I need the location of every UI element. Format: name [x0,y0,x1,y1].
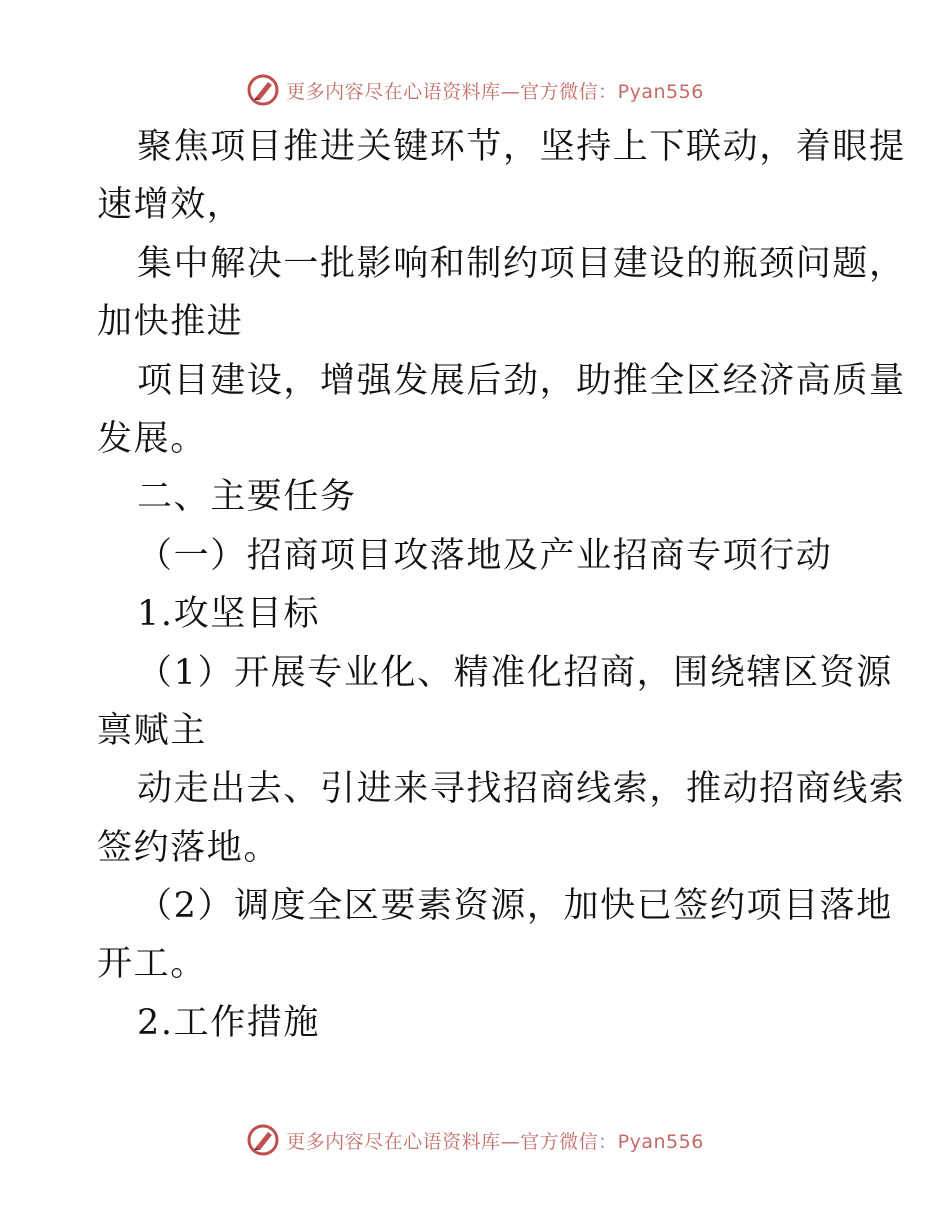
paragraph-line: 签约落地。 [97,827,281,868]
paragraph-line: 开工。 [97,944,207,985]
paragraph-line: （2）调度全区要素资源，加快已签约项目落地 [137,886,893,927]
paragraph-line: （1）开展专业化、精准化招商，围绕辖区资源 [137,652,893,693]
paragraph-line: 发展。 [97,418,207,459]
paragraph-line: 项目建设，增强发展后劲，助推全区经济高质量 [137,360,906,401]
paragraph-line: 加快推进 [97,302,244,343]
footer-watermark [0,1122,950,1158]
paragraph-line: 动走出去、引进来寻找招商线索，推动招商线索 [137,769,906,810]
watermark-text: 更多内容尽在心语资料库—官方微信：Pyan556 [286,1130,704,1153]
logo-pen-icon [246,1123,280,1157]
paragraph-line: 速增效， [97,185,244,226]
item-heading: 1.攻坚目标 [137,594,320,635]
section-heading: 二、主要任务 [137,477,357,518]
logo-pen-icon [246,73,280,107]
subsection-heading: （一）招商项目攻落地及产业招商专项行动 [137,535,833,576]
paragraph-line: 集中解决一批影响和制约项目建设的瓶颈问题， [137,243,906,284]
header-watermark [0,72,950,108]
item-heading: 2.工作措施 [137,1002,320,1043]
watermark-text: 更多内容尽在心语资料库—官方微信：Pyan556 [286,80,704,103]
paragraph-line: 禀赋主 [97,710,207,751]
paragraph-line: 聚焦项目推进关键环节，坚持上下联动，着眼提 [137,127,906,167]
document-body [97,118,906,1052]
